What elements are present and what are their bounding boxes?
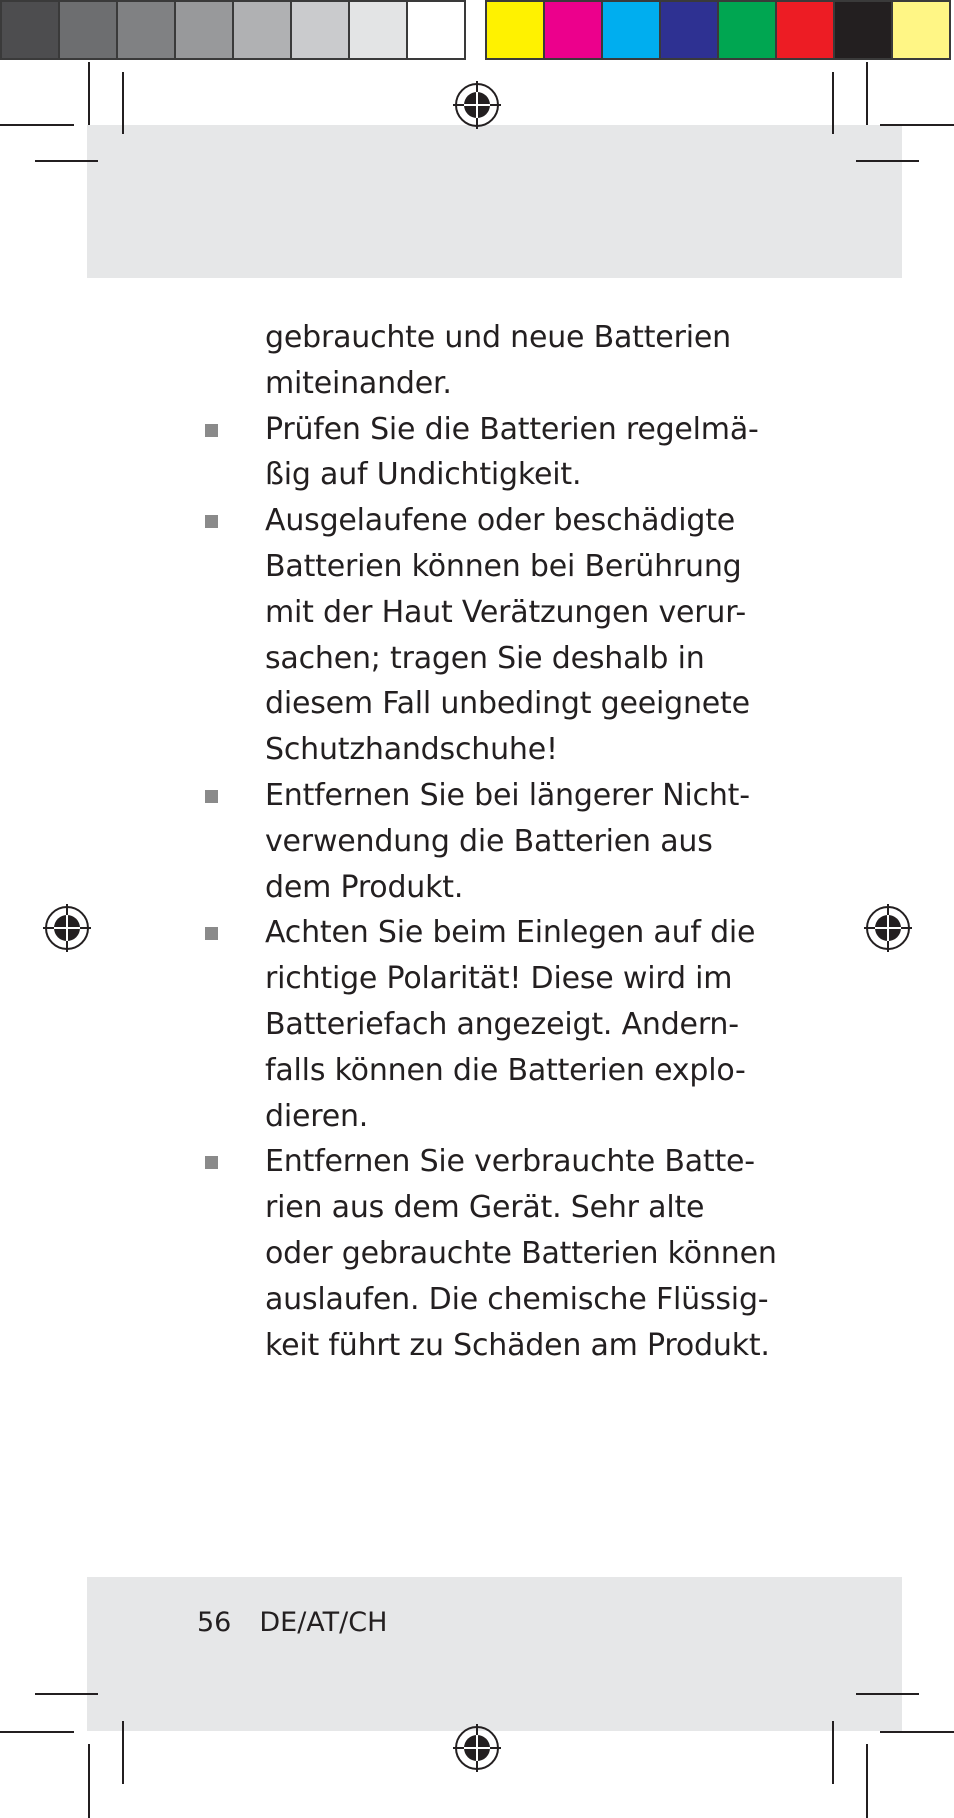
text-line: ßig auf Undichtigkeit. bbox=[265, 457, 582, 493]
crop-mark bbox=[122, 1721, 124, 1784]
text-line: auslaufen. Die chemische Flüssig- bbox=[265, 1281, 769, 1317]
text-line: gebrauchte und neue Batterien bbox=[265, 320, 731, 355]
text-line: Entfernen Sie verbrauchte Batte- bbox=[265, 1144, 755, 1180]
color-swatch bbox=[775, 0, 833, 60]
color-swatch bbox=[891, 0, 951, 60]
registration-mark-icon bbox=[453, 1724, 501, 1772]
text-line: Prüfen Sie die Batterien regelmä- bbox=[265, 411, 759, 447]
color-swatch bbox=[174, 0, 232, 60]
list-item bbox=[265, 498, 750, 773]
crop-mark bbox=[88, 1744, 90, 1818]
color-swatch bbox=[833, 0, 891, 60]
square-bullet-icon bbox=[205, 424, 218, 437]
color-swatch bbox=[406, 0, 466, 60]
color-swatch bbox=[348, 0, 406, 60]
crop-mark bbox=[35, 160, 98, 162]
crop-mark bbox=[856, 1693, 919, 1695]
region-label: DE/AT/CH bbox=[259, 1607, 388, 1638]
crop-mark bbox=[880, 124, 954, 126]
continuation-text bbox=[265, 315, 745, 407]
list-item bbox=[265, 773, 750, 910]
registration-mark-icon bbox=[453, 81, 501, 129]
text-line: oder gebrauchte Batterien können bbox=[265, 1235, 777, 1271]
text-line: keit führt zu Schäden am Produkt. bbox=[265, 1327, 770, 1363]
crop-mark bbox=[0, 1731, 74, 1733]
text-line: dem Produkt. bbox=[265, 869, 464, 905]
square-bullet-icon bbox=[205, 515, 218, 528]
crop-mark bbox=[88, 62, 90, 125]
crop-mark bbox=[0, 124, 74, 126]
registration-mark-icon bbox=[43, 904, 91, 952]
page-number: 56 bbox=[197, 1607, 232, 1638]
text-line: dieren. bbox=[265, 1098, 369, 1134]
text-line: Batterien können bei Berührung bbox=[265, 548, 742, 584]
safety-instructions bbox=[265, 315, 777, 1368]
text-line: Achten Sie beim Einlegen auf die bbox=[265, 915, 756, 951]
color-swatch bbox=[232, 0, 290, 60]
text-line: Batteriefach angezeigt. Andern- bbox=[265, 1006, 739, 1042]
color-swatch bbox=[116, 0, 174, 60]
text-line: richtige Polarität! Diese wird im bbox=[265, 961, 733, 997]
process-color-calibration-bar bbox=[485, 0, 951, 60]
top-gray-panel bbox=[87, 125, 902, 278]
text-line: Entfernen Sie bei längerer Nicht- bbox=[265, 777, 750, 813]
crop-mark bbox=[856, 160, 919, 162]
list-item bbox=[265, 407, 759, 499]
text-line: rien aus dem Gerät. Sehr alte bbox=[265, 1190, 705, 1226]
color-swatch bbox=[717, 0, 775, 60]
color-swatch bbox=[543, 0, 601, 60]
list-item bbox=[265, 910, 756, 1139]
color-swatch bbox=[659, 0, 717, 60]
crop-mark bbox=[832, 1721, 834, 1784]
crop-mark bbox=[880, 1731, 954, 1733]
color-swatch bbox=[58, 0, 116, 60]
color-swatch bbox=[290, 0, 348, 60]
text-line: miteinander. bbox=[265, 365, 452, 401]
text-line: sachen; tragen Sie deshalb in bbox=[265, 640, 705, 676]
text-line: falls können die Batterien explo- bbox=[265, 1052, 746, 1088]
text-line: diesem Fall unbedingt geeignete bbox=[265, 686, 750, 722]
crop-mark bbox=[122, 72, 124, 134]
page-footer bbox=[197, 1607, 387, 1638]
square-bullet-icon bbox=[205, 927, 218, 940]
bullet-list bbox=[265, 407, 777, 1369]
color-swatch bbox=[601, 0, 659, 60]
text-line: Ausgelaufene oder beschädigte bbox=[265, 503, 736, 539]
square-bullet-icon bbox=[205, 1156, 218, 1169]
text-line: mit der Haut Verätzungen verur- bbox=[265, 594, 747, 630]
text-line: Schutzhandschuhe! bbox=[265, 732, 558, 768]
color-swatch bbox=[0, 0, 58, 60]
crop-mark bbox=[866, 62, 868, 125]
crop-mark bbox=[35, 1693, 98, 1695]
bottom-gray-panel bbox=[87, 1577, 902, 1731]
square-bullet-icon bbox=[205, 790, 218, 803]
crop-mark bbox=[866, 1744, 868, 1818]
crop-mark bbox=[832, 72, 834, 134]
list-item bbox=[265, 1139, 777, 1368]
color-swatch bbox=[485, 0, 543, 60]
text-line: verwendung die Batterien aus bbox=[265, 823, 713, 859]
registration-mark-icon bbox=[864, 904, 912, 952]
grayscale-calibration-bar bbox=[0, 0, 466, 60]
